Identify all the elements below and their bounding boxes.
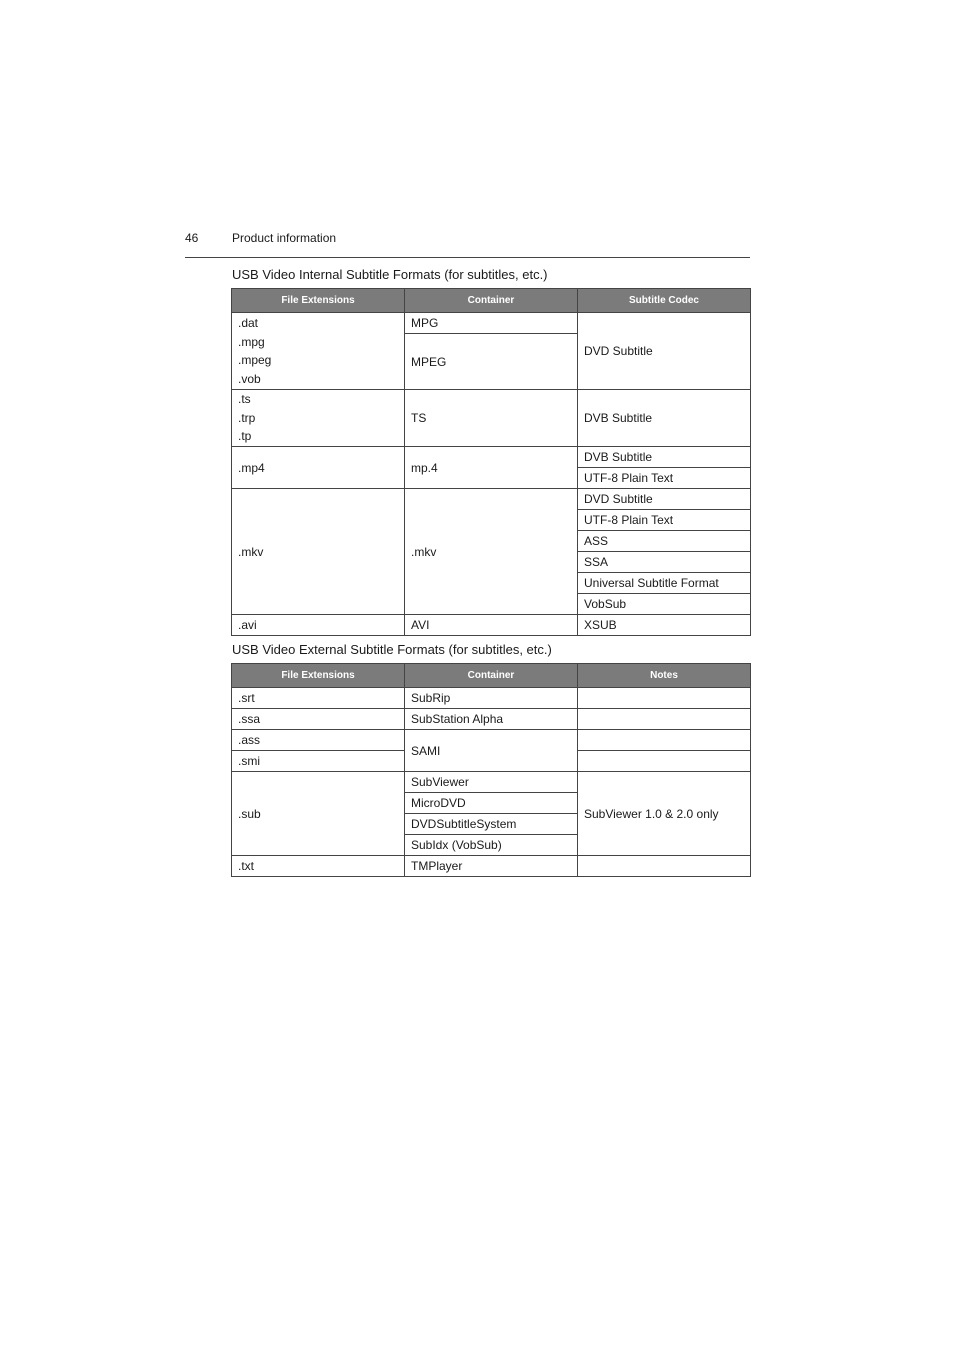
notes-cell [578,730,751,751]
column-header-extensions: File Extensions [232,289,405,313]
external-subtitle-table [231,663,751,877]
codec-cell: DVD Subtitle [578,489,751,510]
extension-cell: .ass [232,730,405,751]
container-cell: SubViewer [405,772,578,793]
table-row [232,489,751,510]
table-row [232,709,751,730]
extension-cell: .sub [232,772,405,856]
extension-cell: .mkv [232,489,405,615]
codec-cell: Universal Subtitle Format [578,573,751,594]
table-row [232,447,751,468]
codec-cell: DVB Subtitle [578,447,751,468]
table-row [232,856,751,877]
container-cell: DVDSubtitleSystem [405,814,578,835]
notes-cell [578,751,751,772]
notes-cell [578,688,751,709]
container-cell: MPG [405,313,578,334]
column-header-extensions: File Extensions [232,664,405,688]
codec-cell: UTF-8 Plain Text [578,468,751,489]
table-row [232,730,751,751]
notes-cell [578,856,751,877]
container-cell: SubRip [405,688,578,709]
extension-cell: .ts .trp .tp [232,390,405,447]
codec-cell: SSA [578,552,751,573]
codec-cell: XSUB [578,615,751,636]
internal-subtitle-table [231,288,751,636]
extension-cell: .smi [232,751,405,772]
codec-cell: DVD Subtitle [578,313,751,390]
container-cell: TMPlayer [405,856,578,877]
page-number: 46 [185,231,199,245]
page-header [185,229,750,258]
container-cell: MPEG [405,334,578,390]
section-title: Product information [232,231,337,245]
notes-cell: SubViewer 1.0 & 2.0 only [578,772,751,856]
column-header-notes: Notes [578,664,751,688]
container-cell: SubIdx (VobSub) [405,835,578,856]
codec-cell: UTF-8 Plain Text [578,510,751,531]
container-cell: TS [405,390,578,447]
table-row [232,615,751,636]
extension-cell: .txt [232,856,405,877]
container-cell: MicroDVD [405,793,578,814]
notes-cell [578,709,751,730]
table-row [232,313,751,334]
column-header-container: Container [405,664,578,688]
codec-cell: ASS [578,531,751,552]
container-cell: .mkv [405,489,578,615]
column-header-container: Container [405,289,578,313]
internal-table-caption: USB Video Internal Subtitle Formats (for subtitles, etc.) [232,267,548,282]
external-table-caption: USB Video External Subtitle Formats (for subtitles, etc.) [232,642,552,657]
table-row [232,390,751,447]
codec-cell: DVB Subtitle [578,390,751,447]
table-header-row [232,289,751,313]
table-header-row [232,664,751,688]
extension-cell: .avi [232,615,405,636]
extension-cell: .ssa [232,709,405,730]
extension-cell: .dat .mpg .mpeg .vob [232,313,405,390]
table-row [232,772,751,793]
table-row [232,688,751,709]
container-cell: SAMI [405,730,578,772]
codec-cell: VobSub [578,594,751,615]
container-cell: SubStation Alpha [405,709,578,730]
container-cell: mp.4 [405,447,578,489]
extension-cell: .srt [232,688,405,709]
container-cell: AVI [405,615,578,636]
extension-cell: .mp4 [232,447,405,489]
column-header-codec: Subtitle Codec [578,289,751,313]
